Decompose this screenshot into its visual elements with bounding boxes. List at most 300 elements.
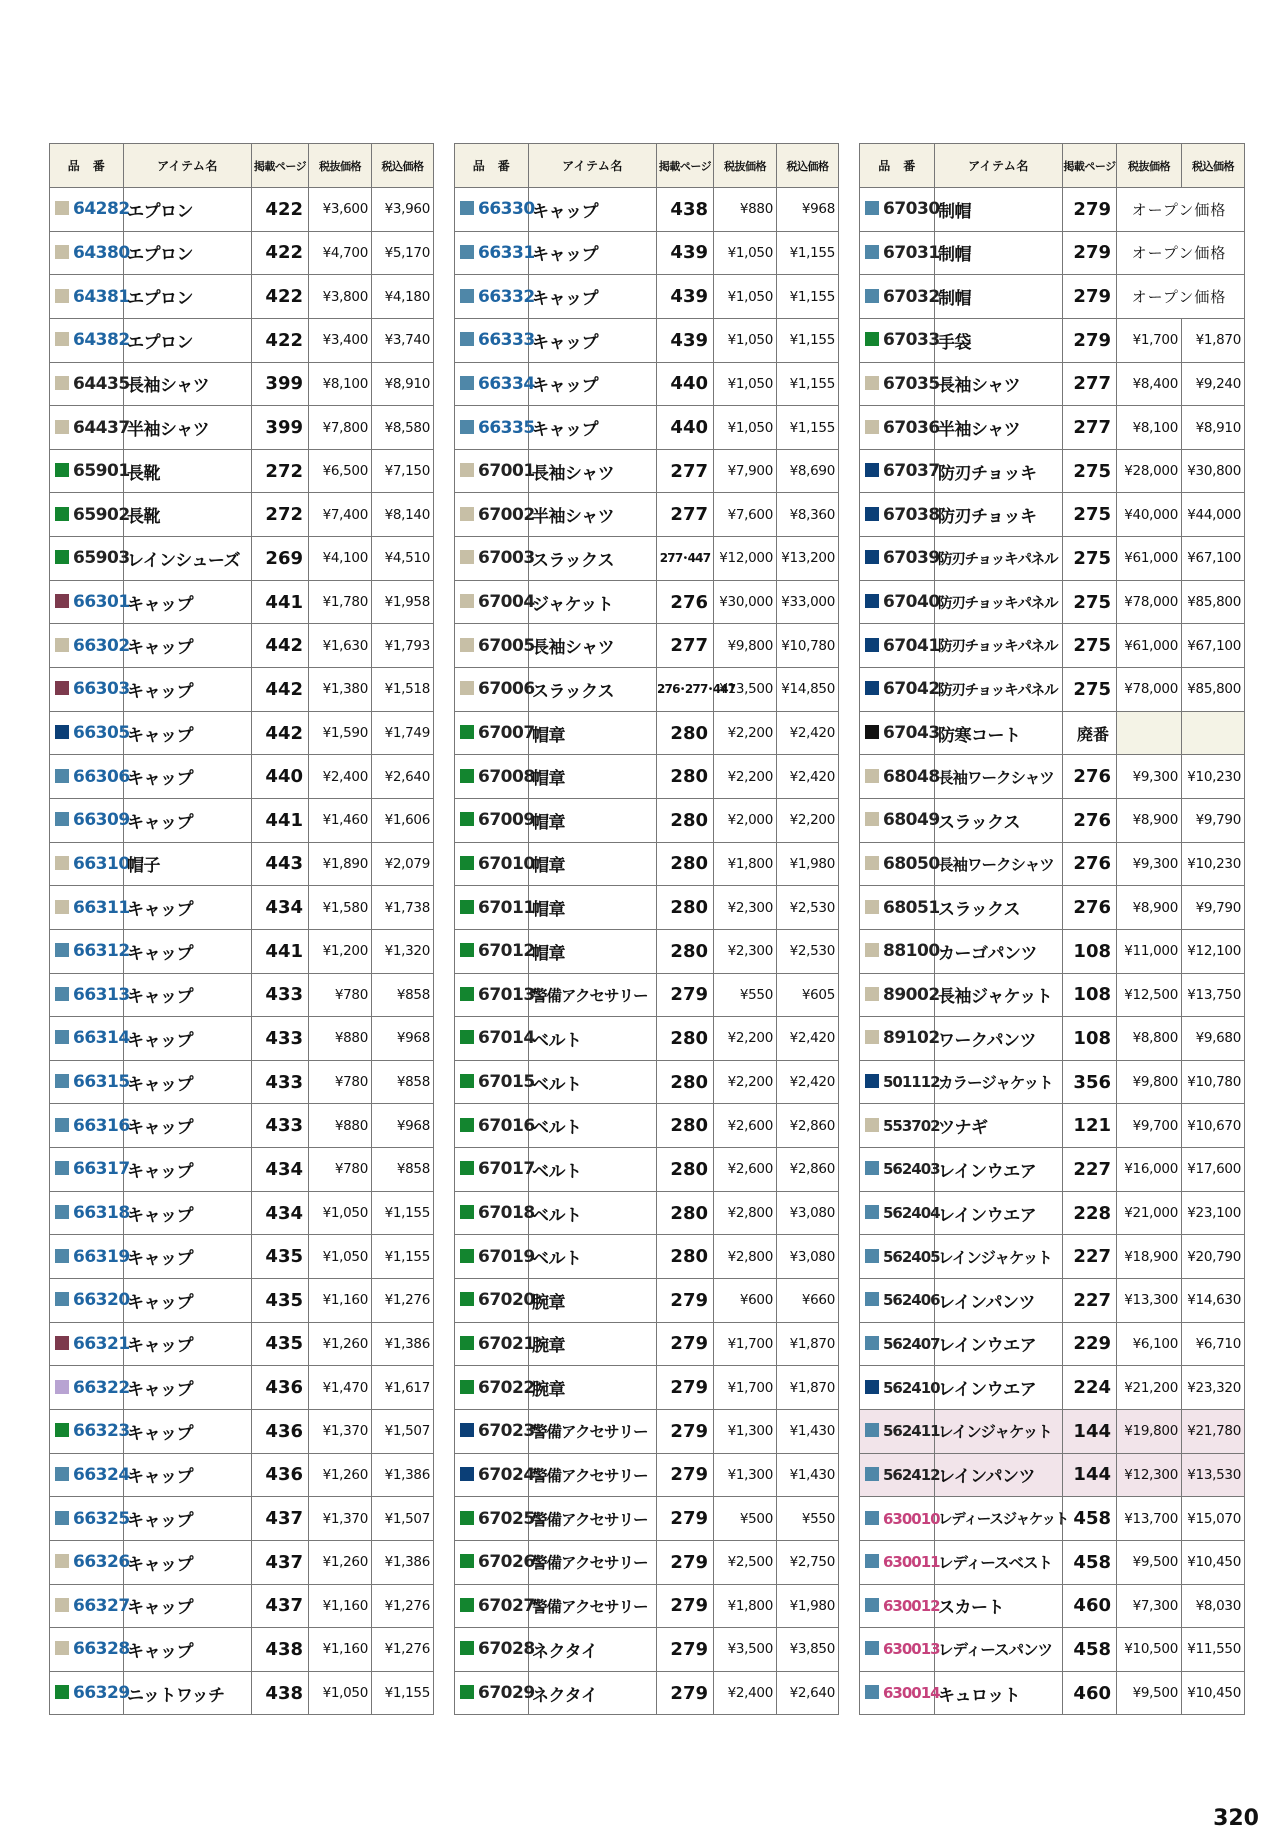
color-swatch-icon (865, 1030, 879, 1044)
item-name: 防刃チョッキパネル (935, 580, 1063, 624)
price-in-tax: ¥1,386 (372, 1540, 434, 1584)
product-code-cell (860, 929, 940, 973)
item-name: キャップ (124, 1366, 252, 1410)
table-row (50, 362, 434, 406)
price-ex-tax: ¥2,400 (309, 755, 372, 799)
table-row (50, 929, 434, 973)
page-ref: 399 (252, 362, 309, 406)
price-ex-tax: ¥1,590 (309, 711, 372, 755)
color-swatch-icon (460, 725, 474, 739)
item-name: 防刃チョッキパネル (935, 668, 1063, 712)
product-code-cell (50, 580, 130, 624)
header-item: アイテム名 (124, 144, 252, 188)
page-number: 320 (1213, 1806, 1259, 1831)
product-code-cell (455, 1235, 535, 1279)
product-code-cell (455, 842, 535, 886)
color-swatch-icon (460, 201, 474, 215)
color-swatch-icon (865, 201, 879, 215)
price-in-tax: ¥3,740 (372, 318, 434, 362)
product-code: 66329 (73, 1683, 130, 1704)
item-name: 半袖シャツ (124, 406, 252, 450)
color-swatch-icon (865, 289, 879, 303)
product-code-cell (50, 929, 130, 973)
price-ex-tax: ¥1,630 (309, 624, 372, 668)
price-in-tax: ¥11,550 (1182, 1628, 1245, 1672)
product-code: 88100 (883, 941, 940, 962)
price-in-tax: ¥23,320 (1182, 1366, 1245, 1410)
page-ref: 277 (657, 624, 714, 668)
item-name: ベルト (529, 1148, 657, 1192)
product-code: 67042 (883, 679, 940, 700)
color-swatch-icon (865, 856, 879, 870)
price-in-tax: ¥9,240 (1182, 362, 1245, 406)
product-code-cell (50, 231, 130, 275)
table-row (50, 1409, 434, 1453)
product-code: 67029 (478, 1683, 535, 1704)
product-code-cell (860, 1235, 940, 1279)
price-ex-tax: ¥1,460 (309, 798, 372, 842)
price-ex-tax: ¥13,500 (714, 668, 777, 712)
table-row (455, 449, 839, 493)
price-ex-tax: ¥1,300 (714, 1409, 777, 1453)
price-ex-tax: ¥1,050 (309, 1191, 372, 1235)
price-ex-tax: ¥7,900 (714, 449, 777, 493)
price-in-tax: ¥550 (777, 1497, 839, 1541)
price-ex-tax: ¥9,700 (1117, 1104, 1182, 1148)
price-ex-tax: ¥61,000 (1117, 624, 1182, 668)
item-name: キャップ (529, 406, 657, 450)
open-price: オープン価格 (1117, 188, 1245, 232)
color-swatch-icon (55, 900, 69, 914)
color-swatch-icon (460, 1030, 474, 1044)
price-ex-tax: ¥1,200 (309, 929, 372, 973)
table-row (860, 1060, 1245, 1104)
price-ex-tax: ¥2,300 (714, 929, 777, 973)
product-code: 67026 (478, 1552, 535, 1573)
price-in-tax: ¥10,670 (1182, 1104, 1245, 1148)
product-code: 64282 (73, 199, 130, 220)
product-code: 67005 (478, 635, 535, 656)
price-ex-tax: ¥1,300 (714, 1453, 777, 1497)
item-name: ベルト (529, 1104, 657, 1148)
item-name: ジャケット (529, 580, 657, 624)
page-ref: 144 (1063, 1409, 1117, 1453)
table-row (50, 1322, 434, 1366)
color-swatch-icon (865, 1336, 879, 1350)
page-ref: 458 (1063, 1497, 1117, 1541)
price-ex-tax: ¥1,580 (309, 886, 372, 930)
price-in-tax: ¥858 (372, 1060, 434, 1104)
item-name: 長靴 (124, 449, 252, 493)
product-code-cell (50, 624, 130, 668)
color-swatch-icon (55, 856, 69, 870)
product-code-cell (50, 537, 130, 581)
color-swatch-icon (865, 943, 879, 957)
table-row (860, 1322, 1245, 1366)
table-row (50, 231, 434, 275)
product-code-cell (50, 973, 130, 1017)
price-ex-tax: ¥1,160 (309, 1628, 372, 1672)
page-ref: 227 (1063, 1279, 1117, 1323)
color-swatch-icon (55, 769, 69, 783)
price-ex-tax: ¥19,800 (1117, 1409, 1182, 1453)
price-table-right (859, 143, 1245, 1715)
item-name: 警備アクセサリー (529, 1409, 657, 1453)
page-ref: 108 (1063, 973, 1117, 1017)
color-swatch-icon (865, 332, 879, 346)
item-name: キャップ (124, 755, 252, 799)
product-code-cell (50, 318, 130, 362)
price-in-tax: ¥1,507 (372, 1409, 434, 1453)
price-in-tax: ¥1,430 (777, 1453, 839, 1497)
price-in-tax: ¥1,155 (777, 362, 839, 406)
table-header-row (455, 144, 839, 188)
price-ex-tax: ¥16,000 (1117, 1148, 1182, 1192)
price-ex-tax: ¥12,000 (714, 537, 777, 581)
price-in-tax: ¥2,079 (372, 842, 434, 886)
item-name: キャップ (124, 668, 252, 712)
item-name: レインウエア (935, 1191, 1063, 1235)
table-row (455, 1017, 839, 1061)
item-name: 防寒コート (935, 711, 1063, 755)
page-ref: 356 (1063, 1060, 1117, 1104)
product-code-cell (50, 1191, 130, 1235)
price-in-tax: ¥1,870 (1182, 318, 1245, 362)
price-in-tax: ¥2,640 (372, 755, 434, 799)
product-code: 66332 (478, 286, 535, 307)
product-code-cell (860, 362, 940, 406)
product-code: 66315 (73, 1072, 130, 1093)
product-code: 67033 (883, 330, 940, 351)
color-swatch-icon (865, 1511, 879, 1525)
color-swatch-icon (460, 1598, 474, 1612)
item-name: エプロン (124, 188, 252, 232)
product-code: 67012 (478, 941, 535, 962)
product-code-cell (860, 1191, 940, 1235)
page-ref: 108 (1063, 929, 1117, 973)
product-code: 65901 (73, 461, 130, 482)
item-name: 長袖シャツ (935, 362, 1063, 406)
table-row (455, 755, 839, 799)
price-ex-tax: ¥1,370 (309, 1497, 372, 1541)
table-row (50, 1060, 434, 1104)
product-code-cell (455, 1017, 535, 1061)
table-row (50, 318, 434, 362)
table-row (455, 493, 839, 537)
color-swatch-icon (55, 201, 69, 215)
table-row (50, 449, 434, 493)
table-row (860, 537, 1245, 581)
item-name: エプロン (124, 275, 252, 319)
table-body (455, 188, 839, 1715)
product-code: 89002 (883, 984, 940, 1005)
item-name: ツナギ (935, 1104, 1063, 1148)
product-code: 66313 (73, 984, 130, 1005)
page-ref: 433 (252, 1017, 309, 1061)
price-in-tax: ¥8,910 (1182, 406, 1245, 450)
price-in-tax: ¥968 (777, 188, 839, 232)
page-ref: 279 (1063, 275, 1117, 319)
price-ex-tax: ¥8,900 (1117, 798, 1182, 842)
table-row (455, 1671, 839, 1715)
product-code: 562405 (883, 1247, 940, 1266)
page-ref: 280 (657, 711, 714, 755)
page-ref: 435 (252, 1279, 309, 1323)
price-in-tax: ¥9,680 (1182, 1017, 1245, 1061)
price-in-tax: ¥968 (372, 1104, 434, 1148)
page-ref: 275 (1063, 449, 1117, 493)
table-row (860, 1148, 1245, 1192)
header-ex-tax: 税抜価格 (1117, 144, 1182, 188)
product-code-cell (455, 1279, 535, 1323)
price-in-tax: ¥8,910 (372, 362, 434, 406)
item-name: 腕章 (529, 1366, 657, 1410)
product-code: 562407 (883, 1334, 940, 1353)
color-swatch-icon (460, 1467, 474, 1481)
table-row (860, 1584, 1245, 1628)
table-row (455, 1409, 839, 1453)
price-in-tax: ¥3,080 (777, 1191, 839, 1235)
product-code: 67041 (883, 635, 940, 656)
price-ex-tax: ¥21,000 (1117, 1191, 1182, 1235)
item-name: 警備アクセサリー (529, 1497, 657, 1541)
color-swatch-icon (865, 1423, 879, 1437)
price-ex-tax: ¥30,000 (714, 580, 777, 624)
product-code-cell (860, 1060, 940, 1104)
product-code-cell (50, 1453, 130, 1497)
price-ex-tax: ¥2,600 (714, 1148, 777, 1192)
header-ex-tax: 税抜価格 (309, 144, 372, 188)
page-ref: 438 (252, 1628, 309, 1672)
product-code: 66312 (73, 941, 130, 962)
price-ex-tax: ¥7,800 (309, 406, 372, 450)
item-name: 制帽 (935, 231, 1063, 275)
color-swatch-icon (460, 594, 474, 608)
price-ex-tax: ¥7,400 (309, 493, 372, 537)
price-table-left (49, 143, 434, 1715)
product-code: 67032 (883, 286, 940, 307)
price-ex-tax: ¥2,500 (714, 1540, 777, 1584)
color-swatch-icon (55, 550, 69, 564)
table-row (455, 1540, 839, 1584)
color-swatch-icon (460, 1423, 474, 1437)
product-code: 66319 (73, 1246, 130, 1267)
price-in-tax (1182, 711, 1245, 755)
table-row (860, 1540, 1245, 1584)
table-row (860, 1628, 1245, 1672)
item-name: キャップ (124, 1148, 252, 1192)
table-row (860, 1191, 1245, 1235)
item-name: キャップ (124, 798, 252, 842)
price-in-tax: ¥1,155 (372, 1235, 434, 1279)
page-ref: 460 (1063, 1671, 1117, 1715)
page-ref: 442 (252, 624, 309, 668)
product-code-cell (455, 231, 535, 275)
table-row (50, 668, 434, 712)
table-row (50, 406, 434, 450)
item-name: 長袖シャツ (529, 449, 657, 493)
price-in-tax: ¥13,750 (1182, 973, 1245, 1017)
product-code-cell (50, 275, 130, 319)
page-ref: 441 (252, 929, 309, 973)
price-ex-tax: ¥780 (309, 973, 372, 1017)
price-ex-tax: ¥21,200 (1117, 1366, 1182, 1410)
item-name: キャップ (124, 1322, 252, 1366)
price-ex-tax: ¥4,100 (309, 537, 372, 581)
product-code: 67043 (883, 723, 940, 743)
price-ex-tax: ¥18,900 (1117, 1235, 1182, 1279)
page-ref: 279 (657, 1628, 714, 1672)
item-name: キャップ (124, 711, 252, 755)
price-ex-tax: ¥600 (714, 1279, 777, 1323)
table-header-row (860, 144, 1245, 188)
table-row (860, 406, 1245, 450)
product-code: 67002 (478, 504, 535, 525)
item-name: キャップ (124, 1104, 252, 1148)
page-ref: 460 (1063, 1584, 1117, 1628)
page-ref: 144 (1063, 1453, 1117, 1497)
page-ref: 275 (1063, 580, 1117, 624)
price-in-tax: ¥1,793 (372, 624, 434, 668)
price-ex-tax: ¥1,050 (714, 362, 777, 406)
product-code-cell (860, 1322, 940, 1366)
color-swatch-icon (55, 1074, 69, 1088)
color-swatch-icon (865, 812, 879, 826)
table-row (455, 1279, 839, 1323)
item-name: ベルト (529, 1060, 657, 1104)
item-name: ネクタイ (529, 1671, 657, 1715)
page-ref: 438 (657, 188, 714, 232)
color-swatch-icon (55, 507, 69, 521)
page-ref: 434 (252, 1191, 309, 1235)
product-code-cell (50, 1409, 130, 1453)
price-in-tax: ¥5,170 (372, 231, 434, 275)
product-code: 67025 (478, 1508, 535, 1529)
price-in-tax: ¥44,000 (1182, 493, 1245, 537)
product-code: 67013 (478, 984, 535, 1005)
item-name: キャップ (124, 1017, 252, 1061)
color-swatch-icon (865, 1641, 879, 1655)
color-swatch-icon (865, 507, 879, 521)
item-name: 帽子 (124, 842, 252, 886)
price-ex-tax: ¥1,260 (309, 1540, 372, 1584)
price-ex-tax: ¥1,890 (309, 842, 372, 886)
table-row (860, 1017, 1245, 1061)
product-code-cell (455, 318, 535, 362)
product-code: 67007 (478, 723, 535, 743)
table-row (455, 1104, 839, 1148)
price-in-tax: ¥2,530 (777, 929, 839, 973)
item-name: キャップ (124, 1060, 252, 1104)
color-swatch-icon (460, 1118, 474, 1132)
color-swatch-icon (55, 1161, 69, 1175)
product-code-cell (50, 886, 130, 930)
item-name: 帽章 (529, 711, 657, 755)
table-row (50, 1279, 434, 1323)
product-code-cell (50, 1060, 130, 1104)
product-code-cell (455, 973, 535, 1017)
price-in-tax: ¥33,000 (777, 580, 839, 624)
product-code: 67010 (478, 853, 535, 874)
product-code-cell (860, 406, 940, 450)
table-row (50, 1235, 434, 1279)
price-ex-tax: ¥1,370 (309, 1409, 372, 1453)
page-ref: 280 (657, 798, 714, 842)
color-swatch-icon (55, 1249, 69, 1263)
product-code-cell (50, 668, 130, 712)
page-ref: 279 (657, 1322, 714, 1366)
product-code-cell (455, 1497, 535, 1541)
price-ex-tax: ¥9,500 (1117, 1540, 1182, 1584)
product-code-cell (455, 362, 535, 406)
color-swatch-icon (460, 332, 474, 346)
product-code-cell (860, 188, 940, 232)
table-row (860, 188, 1245, 232)
color-swatch-icon (865, 681, 879, 695)
product-code: 630011 (883, 1553, 940, 1572)
product-code-cell (860, 624, 940, 668)
page-ref: 440 (657, 406, 714, 450)
price-in-tax: ¥1,507 (372, 1497, 434, 1541)
color-swatch-icon (460, 1380, 474, 1394)
product-code: 66324 (73, 1464, 130, 1485)
product-code: 67006 (478, 679, 535, 700)
table-row (860, 231, 1245, 275)
page-ref: 272 (252, 449, 309, 493)
table-row (50, 973, 434, 1017)
color-swatch-icon (460, 1074, 474, 1088)
price-ex-tax: ¥1,470 (309, 1366, 372, 1410)
price-ex-tax: ¥880 (309, 1017, 372, 1061)
product-code: 68048 (883, 766, 940, 787)
item-name: 帽章 (529, 929, 657, 973)
table-row (860, 1279, 1245, 1323)
item-name: 腕章 (529, 1322, 657, 1366)
product-code-cell (860, 1017, 940, 1061)
product-code-cell (455, 798, 535, 842)
price-ex-tax: ¥1,050 (309, 1235, 372, 1279)
table-row (50, 188, 434, 232)
color-swatch-icon (460, 550, 474, 564)
page-ref: 443 (252, 842, 309, 886)
page-ref: 276 (1063, 798, 1117, 842)
price-in-tax: ¥4,510 (372, 537, 434, 581)
price-ex-tax: ¥6,500 (309, 449, 372, 493)
price-in-tax: ¥12,100 (1182, 929, 1245, 973)
product-code-cell (860, 1453, 940, 1497)
page-ref: 442 (252, 668, 309, 712)
table-row (860, 1671, 1245, 1715)
price-ex-tax (1117, 711, 1182, 755)
product-code-cell (455, 755, 535, 799)
price-in-tax: ¥1,518 (372, 668, 434, 712)
color-swatch-icon (865, 1467, 879, 1481)
page-ref: 280 (657, 1148, 714, 1192)
color-swatch-icon (55, 289, 69, 303)
item-name: 腕章 (529, 1279, 657, 1323)
price-in-tax: ¥1,870 (777, 1366, 839, 1410)
page-ref: 439 (657, 275, 714, 319)
color-swatch-icon (55, 245, 69, 259)
table-row (860, 668, 1245, 712)
table-row (455, 668, 839, 712)
product-code: 66322 (73, 1377, 130, 1398)
product-code: 66317 (73, 1159, 130, 1180)
price-ex-tax: ¥880 (714, 188, 777, 232)
product-code: 66335 (478, 417, 535, 438)
price-ex-tax: ¥550 (714, 973, 777, 1017)
page-ref: 435 (252, 1235, 309, 1279)
